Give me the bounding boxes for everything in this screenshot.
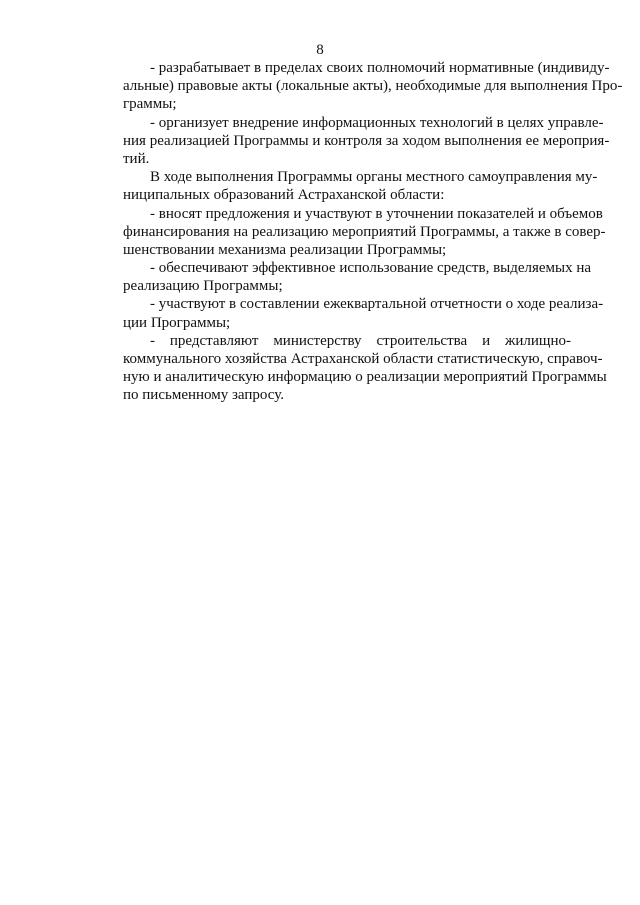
paragraph-7: [123, 332, 607, 405]
page-number: 8: [316, 42, 324, 58]
paragraph-1: [123, 59, 623, 114]
paragraph-7-line-1: - представляют министерству строительства и жилищно-: [150, 332, 571, 349]
paragraph-1-line-1: - разрабатывает в пределах своих полномочий нормативные (индивиду-: [150, 60, 610, 76]
paragraph-7-line-2: коммунального хозяйства Астраханской области статистическую, справоч-: [123, 351, 603, 367]
paragraph-7-line-3: ную и аналитическую информацию о реализации мероприятий Программы: [123, 369, 607, 386]
paragraph-6-line-2: ции Программы;: [123, 314, 231, 331]
paragraph-5-line-1: - обеспечивают эффективное использование средств, выделяемых на: [150, 260, 592, 277]
paragraph-5-line-2: реализацию Программы;: [123, 278, 283, 295]
paragraph-5: [123, 259, 592, 295]
paragraph-6-line-1: - участвуют в составлении ежеквартальной отчетности о ходе реализа-: [150, 296, 604, 313]
paragraph-3: [123, 168, 598, 204]
document-body: [123, 59, 623, 405]
paragraph-2-line-1: - организует внедрение информационных технологий в целях управле-: [150, 114, 604, 131]
paragraph-1-line-3: граммы;: [123, 96, 177, 113]
paragraph-3-line-2: ниципальных образований Астраханской области:: [123, 187, 445, 204]
paragraph-4-line-3: шенствовании механизма реализации Программы;: [123, 241, 447, 258]
paragraph-2-line-3: тий.: [123, 150, 150, 167]
paragraph-4-line-2: финансирования на реализацию мероприятий Программы, а также в совер-: [123, 223, 606, 240]
paragraph-4-line-1: - вносят предложения и участвуют в уточнении показателей и объемов: [150, 205, 603, 222]
paragraph-2: [123, 114, 610, 169]
paragraph-6: [123, 295, 604, 331]
paragraph-7-line-4: по письменному запросу.: [123, 387, 284, 404]
paragraph-4: [123, 205, 606, 260]
paragraph-2-line-2: ния реализацией Программы и контроля за ходом выполнения ее мероприя-: [123, 132, 610, 149]
paragraph-1-line-2: альные) правовые акты (локальные акты), необходимые для выполнения Про-: [123, 78, 623, 95]
paragraph-3-line-1: В ходе выполнения Программы органы местного самоуправления му-: [150, 169, 598, 186]
